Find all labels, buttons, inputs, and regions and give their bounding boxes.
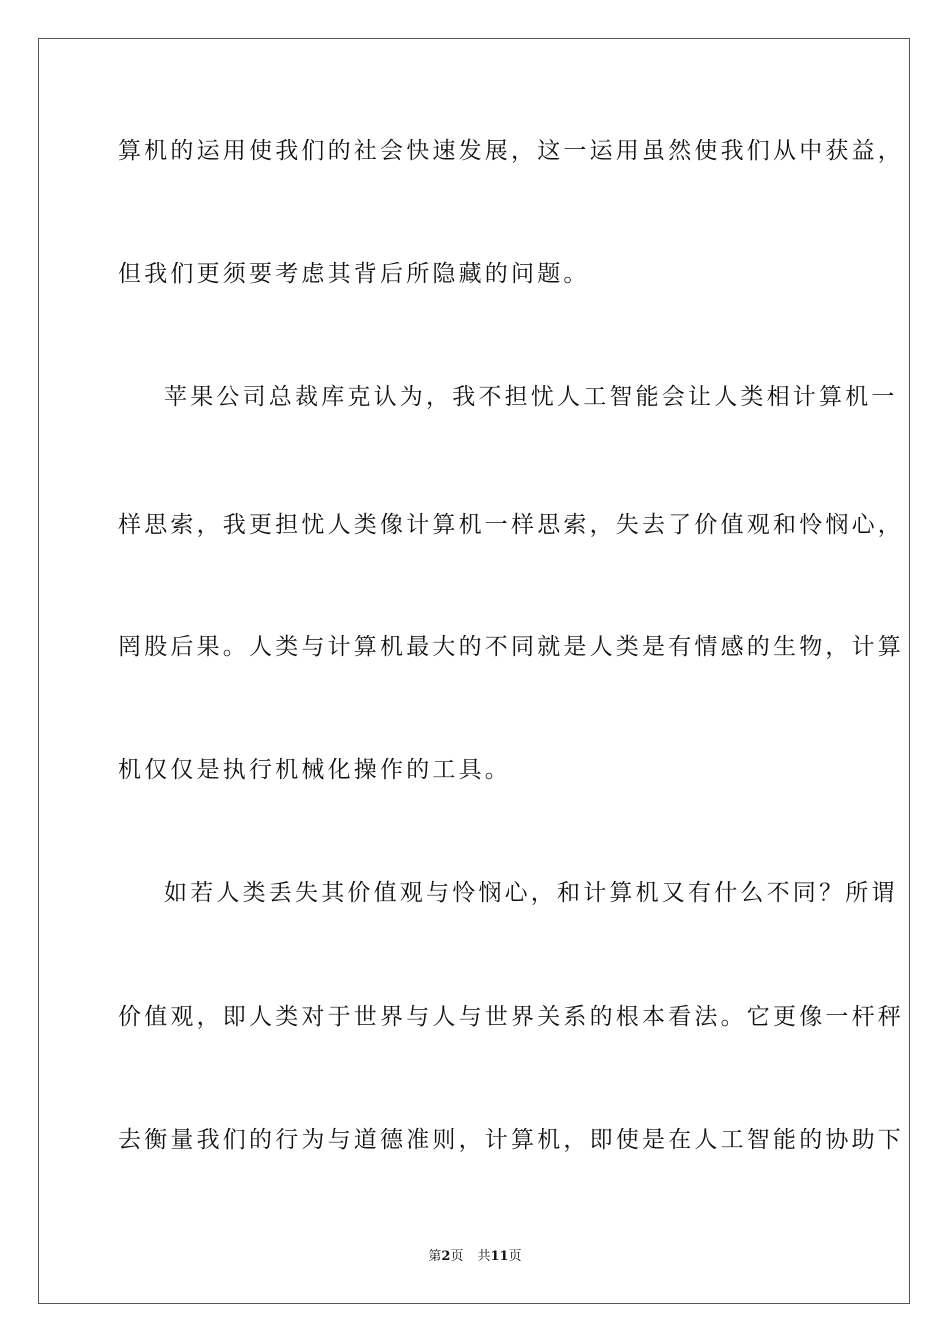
text-line: 样思索，我更担忧人类像计算机一样思索，失去了价值观和怜悯心， bbox=[118, 512, 904, 538]
paragraph-first-line: 苹果公司总裁库克认为，我不担忧人工智能会让人类相计算机一 bbox=[164, 384, 898, 410]
text-line: 机仅仅是执行机械化操作的工具。 bbox=[118, 757, 511, 783]
total-prefix: 共 bbox=[477, 1249, 491, 1264]
text-line: 算机的运用使我们的社会快速发展，这一运用虽然使我们从中获益， bbox=[118, 138, 904, 164]
page-footer bbox=[0, 1248, 950, 1266]
total-pages: 11 bbox=[490, 1249, 509, 1264]
paragraph-first-line: 如若人类丢失其价值观与怜悯心，和计算机又有什么不同？所谓 bbox=[164, 880, 898, 906]
total-suffix: 页 bbox=[508, 1249, 522, 1264]
text-line: 但我们更须要考虑其背后所隐藏的问题。 bbox=[118, 261, 590, 287]
page-suffix: 页 bbox=[450, 1249, 464, 1264]
page-prefix: 第 bbox=[428, 1249, 442, 1264]
text-line: 去衡量我们的行为与道德准则，计算机，即使是在人工智能的协助下 bbox=[118, 1127, 904, 1153]
page-border bbox=[38, 38, 910, 1304]
text-line: 罔股后果。人类与计算机最大的不同就是人类是有情感的生物，计算 bbox=[118, 634, 904, 660]
page-number: 2 bbox=[441, 1249, 451, 1264]
text-line: 价值观，即人类对于世界与人与世界关系的根本看法。它更像一杆秤 bbox=[118, 1004, 904, 1030]
